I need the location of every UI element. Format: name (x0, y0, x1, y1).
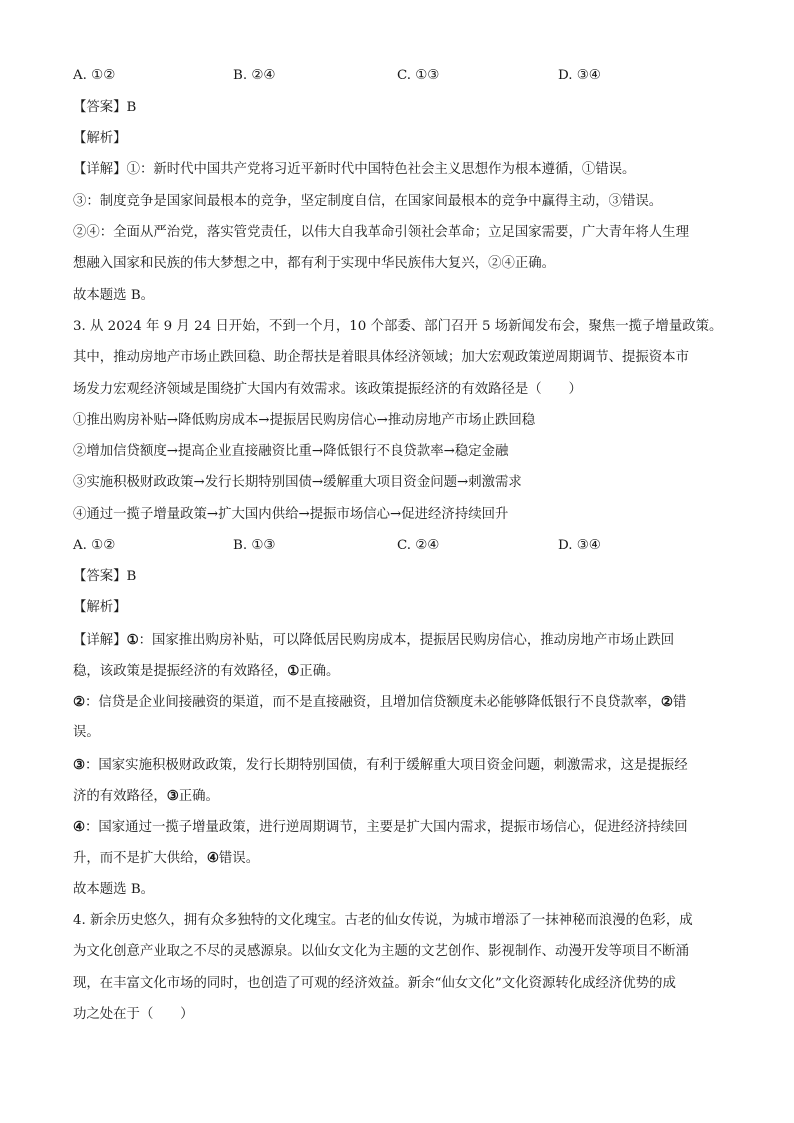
q3-detail-2-line-1 (73, 693, 686, 712)
q2-option-c: C. ①③ (397, 68, 440, 83)
detail-text: ：国家推出购房补贴，可以降低居民购房成本，提振居民购房信心，推动房地产市场止跌回 (138, 633, 675, 648)
q2-conclusion: 故本题选 B。 (73, 288, 155, 303)
detail-text: 错 (672, 695, 687, 710)
detail-text: ：国家通过一揽子增量政策，进行逆周期调节，主要是扩大国内需求，提振市场信心，促进经济持续回 (85, 820, 688, 835)
circled-mark: ③ (73, 757, 86, 773)
q2-analysis: 【解析】 (73, 131, 127, 146)
q2-option-b: B. ②④ (233, 68, 276, 83)
q2-detail-line-3: ②④：全面从严治党，落实管党责任，以伟大自我革命引领社会革命；立足国家需要，广大青年将人生理 (73, 225, 689, 240)
q3-option-b: B. ①③ (233, 538, 276, 553)
detail-text: 正确。 (299, 664, 340, 679)
q3-detail-4-line-1 (73, 818, 688, 837)
detail-text: 稳，该政策是提振经济的有效路径， (73, 664, 288, 679)
q3-stem-line-1: 3. 从 2024 年 9 月 24 日开始，不到一个月，10 个部委、部门召开 5 场新闻发布会，聚焦一揽子增量政策。 (73, 319, 723, 334)
detail-text: ：信贷是企业间接融资的渠道，而不是直接融资，且增加信贷额度未必能够降低银行不良贷款率， (85, 695, 661, 710)
q2-detail-line-1 (73, 161, 635, 179)
circled-mark: ① (287, 663, 300, 679)
q3-choice-2: ②增加信贷额度→提高企业直接融资比重→降低银行不良贷款率→稳定金融 (73, 444, 509, 459)
circled-mark: ③ (166, 788, 179, 804)
circled-mark: ④ (73, 819, 86, 835)
q3-detail-1-line-2 (73, 662, 339, 681)
q4-stem-line-2: 为文化创意产业取之不尽的灵感源泉。以仙女文化为主题的文艺创作、影视制作、动漫开发等项目不断涌 (73, 944, 689, 959)
q4-stem-line-1: 4. 新余历史悠久，拥有众多独特的文化瑰宝。古老的仙女传说，为城市增添了一抹神秘而浪漫的色彩，成 (73, 913, 693, 928)
detail-text: ：国家实施积极财政政策，发行长期特别国债，有利于缓解重大项目资金问题，刺激需求，这是提振经 (85, 758, 688, 773)
q3-option-a: A. ①② (73, 538, 116, 553)
circled-mark: ② (660, 694, 673, 710)
q2-option-d: D. ③④ (558, 68, 601, 83)
detail-text: ①：新时代中国共产党将习近平新时代中国特色社会主义思想作为根本遵循，①错误。 (126, 162, 636, 177)
detail-text: 升，而不是扩大供给， (73, 851, 207, 866)
q3-choice-1: ①推出购房补贴→降低购房成本→提振居民购房信心→推动房地产市场止跌回稳 (73, 413, 536, 428)
circled-mark: ① (126, 632, 139, 648)
q3-option-d: D. ③④ (558, 538, 601, 553)
q4-stem-line-4: 功之处在于（ ） (73, 1007, 194, 1022)
q3-conclusion: 故本题选 B。 (73, 882, 155, 897)
q2-answer: 【答案】B (73, 100, 137, 115)
q3-detail-3-line-2 (73, 787, 219, 806)
q2-detail-line-2: ③：制度竞争是国家间最根本的竞争，坚定制度自信，在国家间最根本的竞争中赢得主动，③错误。 (73, 194, 663, 209)
q3-detail-2-line-2: 误。 (73, 725, 100, 740)
q3-choice-3: ③实施积极财政政策→发行长期特别国债→缓解重大项目资金问题→刺激需求 (73, 475, 522, 490)
q3-option-c: C. ②④ (397, 538, 440, 553)
circled-mark: ④ (206, 850, 219, 866)
detail-text: 正确。 (178, 789, 219, 804)
q3-stem-line-3: 场发力宏观经济领域是围绕扩大国内有效需求。该政策提振经济的有效路径是（ ） (73, 382, 582, 397)
q3-detail-3-line-1 (73, 756, 688, 775)
circled-mark: ② (73, 694, 86, 710)
q2-option-a: A. ①② (73, 68, 116, 83)
q3-analysis: 【解析】 (73, 600, 127, 615)
q3-choice-4: ④通过一揽子增量政策→扩大国内供给→提振市场信心→促进经济持续回升 (73, 507, 509, 522)
q3-stem-line-2: 其中，推动房地产市场止跌回稳、助企帮扶是着眼具体经济领域；加大宏观政策逆周期调节、提振资本市 (73, 350, 689, 365)
detail-label: 【详解】 (73, 162, 127, 177)
q3-answer: 【答案】B (73, 569, 137, 584)
detail-label: 【详解】 (73, 633, 127, 648)
detail-text: 错误。 (218, 851, 260, 866)
detail-text: 济的有效路径， (73, 789, 167, 804)
q3-detail-1-line-1 (73, 631, 674, 650)
q2-detail-line-4: 想融入国家和民族的伟大梦想之中，都有利于实现中华民族伟大复兴，②④正确。 (73, 256, 556, 271)
q3-detail-4-line-2 (73, 849, 259, 868)
q4-stem-line-3: 现，在丰富文化市场的同时，也创造了可观的经济效益。新余“仙女文化”文化资源转化成经济优势的成 (73, 976, 676, 991)
